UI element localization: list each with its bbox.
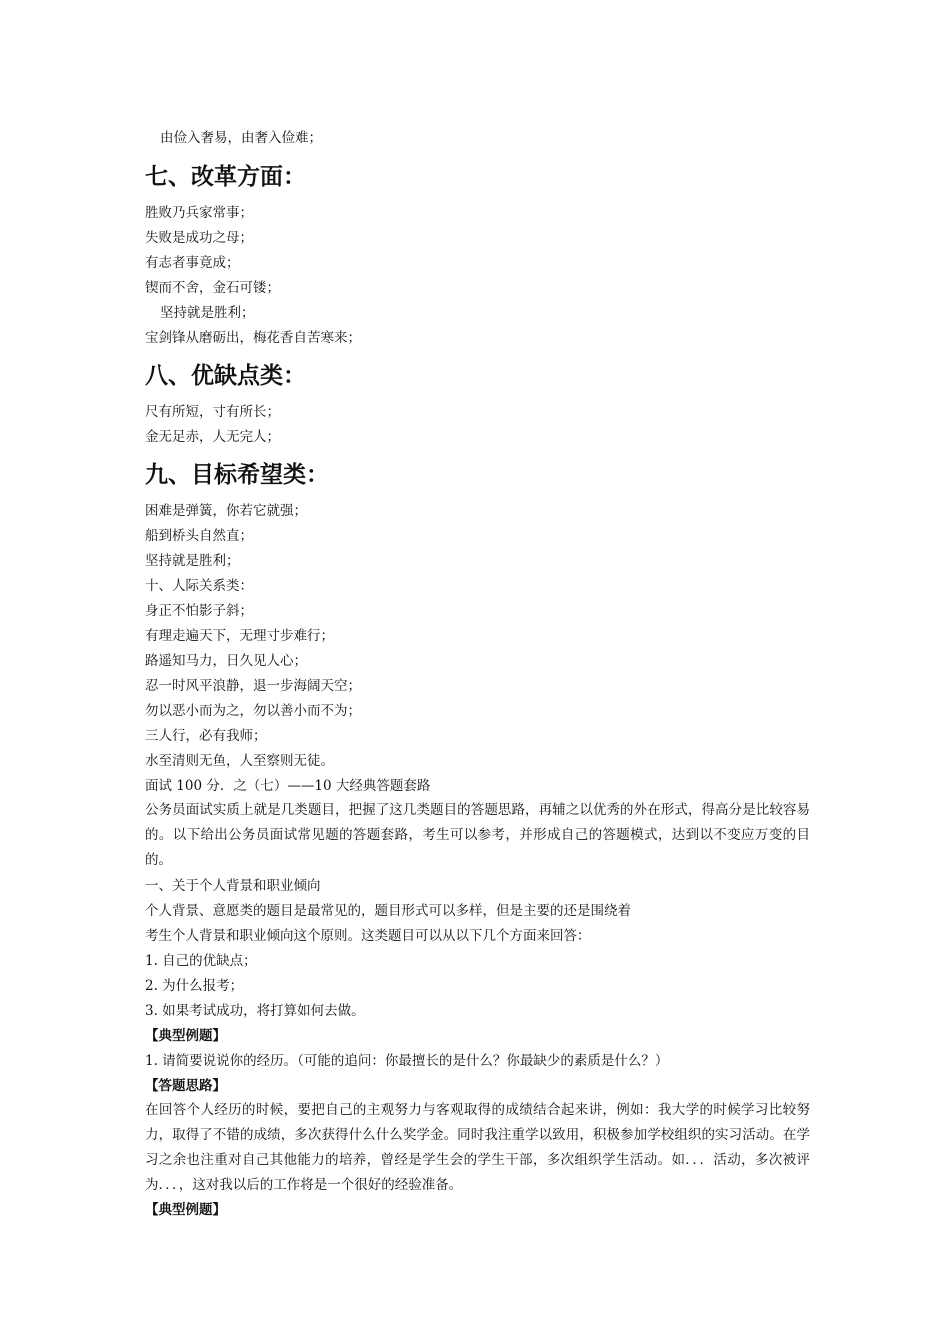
text-line: 坚持就是胜利；	[160, 305, 255, 321]
text-line: 有理走遍天下，无理寸步难行；	[145, 628, 334, 644]
text-line: 有志者事竟成；	[145, 255, 240, 271]
text-line: 身正不怕影子斜；	[145, 603, 253, 619]
example-label: 【典型例题】	[145, 1028, 226, 1044]
text-line: 宝剑锋从磨砺出，梅花香自苦寒来；	[145, 330, 361, 346]
example-label: 【典型例题】	[145, 1202, 226, 1218]
part-title: 一、关于个人背景和职业倾向	[145, 878, 321, 894]
text-line: 困难是弹簧，你若它就强；	[145, 503, 307, 519]
section-heading-goals: 九、目标希望类：	[145, 462, 329, 488]
approach-label: 【答题思路】	[145, 1078, 226, 1094]
text-line: 由俭入奢易，由奢入俭难；	[160, 130, 322, 146]
list-item: 3. 如果考试成功，将打算如何去做。	[145, 1003, 365, 1019]
section-heading-relations: 十、人际关系类：	[145, 578, 253, 594]
text-line: 船到桥头自然直；	[145, 528, 253, 544]
list-item: 2. 为什么报考；	[145, 978, 244, 994]
example-question: 1. 请简要说说你的经历。（可能的追问：你最擅长的是什么？你最缺少的素质是什么？）	[145, 1053, 669, 1069]
text-line: 路遥知马力，日久见人心；	[145, 653, 307, 669]
text-line: 锲而不舍，金石可镂；	[145, 280, 280, 296]
list-item: 1. 自己的优缺点；	[145, 953, 257, 969]
text-line: 个人背景、意愿类的题目是最常见的，题目形式可以多样，但是主要的还是围绕着	[145, 903, 631, 919]
text-line: 失败是成功之母；	[145, 230, 253, 246]
text-line: 金无足赤，人无完人；	[145, 429, 280, 445]
text-line: 胜败乃兵家常事；	[145, 205, 253, 221]
text-line: 忍一时风平浪静，退一步海阔天空；	[145, 678, 361, 694]
text-line: 三人行，必有我师；	[145, 728, 267, 744]
text-line: 尺有所短，寸有所长；	[145, 404, 280, 420]
text-line: 考生个人背景和职业倾向这个原则。这类题目可以从以下几个方面来回答：	[145, 928, 591, 944]
text-line: 坚持就是胜利；	[145, 553, 240, 569]
section-heading-reform: 七、改革方面：	[145, 164, 306, 190]
text-line: 勿以恶小而为之，勿以善小而不为；	[145, 703, 361, 719]
article-title: 面试 100 分．之（七）——10 大经典答题套路	[145, 778, 431, 794]
text-line: 水至清则无鱼，人至察则无徒。	[145, 753, 334, 769]
intro-paragraph: 公务员面试实质上就是几类题目，把握了这几类题目的答题思路，再辅之以优秀的外在形式，得高分是比较容易的。以下给出公务员面试常见题的答题套路，考生可以参考，并形成自己的答题模式，达到以不变应万变的目的。	[145, 802, 810, 868]
section-heading-pros-cons: 八、优缺点类：	[145, 363, 306, 389]
approach-paragraph: 在回答个人经历的时候，要把自己的主观努力与客观取得的成绩结合起来讲，例如：我大学的时候学习比较努力，取得了不错的成绩，多次获得什么什么奖学金。同时我注重学以致用，积极参加学校组织的实习活动。在学习之余也注重对自己其他能力的培养，曾经是学生会的学生干部，多次组织学生活动。如．．．活动，多次被评为．．．，这对我以后的工作将是一个很好的经验准备。	[145, 1102, 810, 1193]
